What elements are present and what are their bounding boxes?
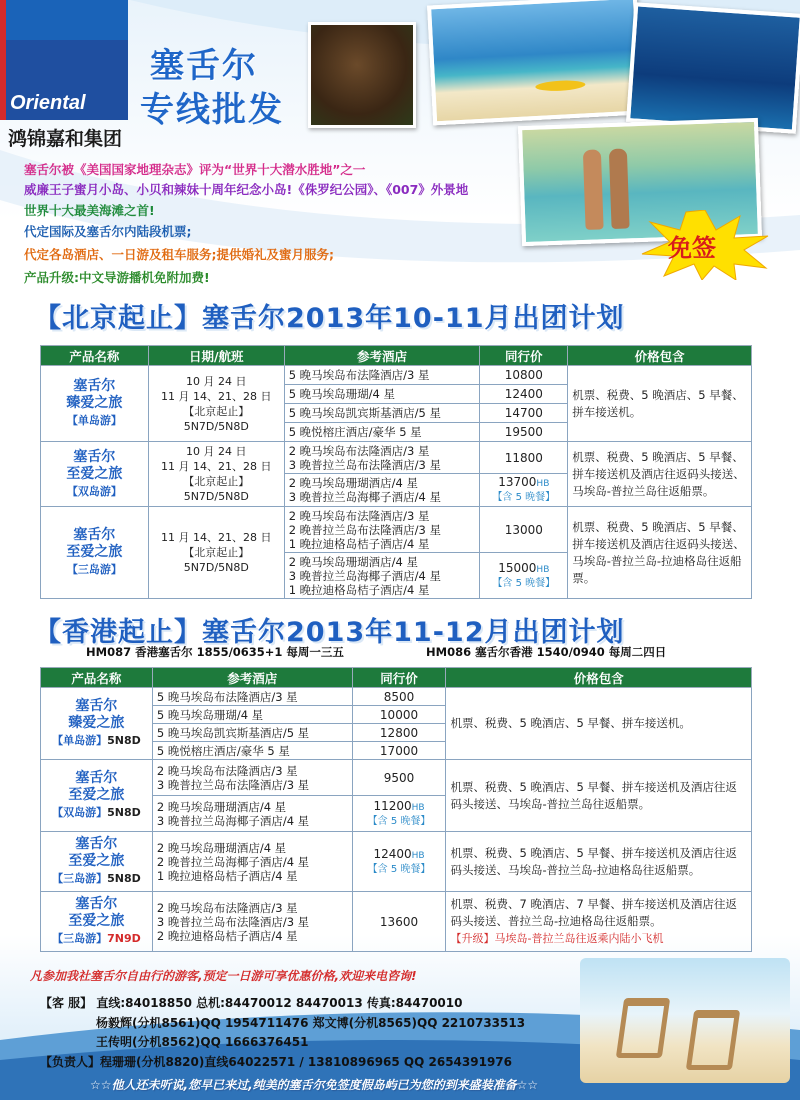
beach-kayak-photo bbox=[427, 0, 643, 125]
hotel-cell: 2 晚马埃岛布法隆酒店/3 星 3 晚普拉兰岛布法隆酒店/3 星 2 晚拉迪格岛桔子酒店/4 星 bbox=[152, 892, 352, 952]
hotel-cell: 5 晚马埃岛珊瑚/4 星 bbox=[284, 385, 480, 404]
includes-cell: 机票、税费、5 晚酒店、5 早餐、拼车接送机及酒店往返码头接送、马埃岛-普拉兰岛往返船票。 bbox=[568, 442, 752, 507]
price-cell: 12800 bbox=[352, 724, 446, 742]
intro-line: 产品升级:中文导游播机免附加费! bbox=[24, 270, 210, 285]
product-name-cell: 塞舌尔 至爱之旅 【三岛游】7N9D bbox=[41, 892, 153, 952]
hongkong-price-table bbox=[40, 667, 752, 952]
product-name-cell: 塞舌尔 臻爱之旅 【单岛游】 bbox=[41, 366, 149, 442]
intro-line: 代定各岛酒店、一日游及租车服务;提供婚礼及蜜月服务; bbox=[24, 247, 334, 262]
hotel-cell: 2 晚马埃岛布法隆酒店/3 星 3 晚普拉兰岛布法隆酒店/3 星 bbox=[152, 760, 352, 796]
includes-cell: 机票、税费、5 晚酒店、5 早餐、拼车接送机及酒店往返码头接送、马埃岛-普拉兰岛-拉迪格岛往返船票。 bbox=[446, 832, 752, 892]
price-cell: 11800 bbox=[480, 442, 568, 474]
price-cell: 9500 bbox=[352, 760, 446, 796]
intro-line: 塞舌尔被《美国国家地理杂志》评为“世界十大潜水胜地”之一 bbox=[24, 162, 366, 177]
col-header: 价格包含 bbox=[446, 668, 752, 688]
col-header: 日期/航班 bbox=[148, 346, 284, 366]
col-header: 参考酒店 bbox=[152, 668, 352, 688]
beach-chairs-photo bbox=[580, 958, 790, 1083]
col-header: 产品名称 bbox=[41, 668, 153, 688]
price-cell: 17000 bbox=[352, 742, 446, 760]
price-cell: 8500 bbox=[352, 688, 446, 706]
page-title-line1: 塞舌尔 bbox=[150, 46, 258, 86]
beijing-price-table bbox=[40, 345, 752, 599]
contact-line: 【客 服】 直线:84018850 总机:84470012 84470013 传真:84470010 bbox=[40, 996, 463, 1010]
hotel-cell: 5 晚马埃岛珊瑚/4 星 bbox=[152, 706, 352, 724]
price-cell: 10000 bbox=[352, 706, 446, 724]
coco-de-mer-photo bbox=[308, 22, 416, 128]
hotel-cell: 2 晚马埃岛珊瑚酒店/4 星 3 晚普拉兰岛海椰子酒店/4 星 bbox=[284, 474, 480, 507]
hotel-cell: 5 晚悦榕庄酒店/豪华 5 星 bbox=[152, 742, 352, 760]
intro-line: 代定国际及塞舌尔内陆段机票; bbox=[24, 224, 192, 239]
product-name-cell: 塞舌尔 至爱之旅 【三岛游】 bbox=[41, 507, 149, 599]
hotel-cell: 5 晚马埃岛凯宾斯基酒店/5 星 bbox=[284, 404, 480, 423]
intro-line: 世界十大最美海滩之首! bbox=[24, 203, 155, 218]
flight-info-outbound: HM087 香港塞舌尔 1855/0635+1 每周一三五 bbox=[86, 645, 344, 659]
hotel-cell: 5 晚悦榕庄酒店/豪华 5 星 bbox=[284, 423, 480, 442]
logo-wordmark: Oriental bbox=[10, 92, 86, 114]
hotel-cell: 5 晚马埃岛布法隆酒店/3 星 bbox=[152, 688, 352, 706]
dates-cell: 10 月 24 日 11 月 14、21、28 日 【北京起止】 5N7D/5N8D bbox=[148, 442, 284, 507]
includes-cell: 机票、税费、5 晚酒店、5 早餐、拼车接送机。 bbox=[568, 366, 752, 442]
hotel-cell: 2 晚马埃岛布法隆酒店/3 星 2 晚普拉兰岛布法隆酒店/3 星 1 晚拉迪格岛桔子酒店/4 星 bbox=[284, 507, 480, 553]
col-header: 参考酒店 bbox=[284, 346, 480, 366]
price-cell: 12400HB 【含 5 晚餐】 bbox=[352, 832, 446, 892]
product-name-cell: 塞舌尔 至爱之旅 【双岛游】 bbox=[41, 442, 149, 507]
col-header: 价格包含 bbox=[568, 346, 752, 366]
flight-info-return: HM086 塞舌尔香港 1540/0940 每周二四日 bbox=[426, 645, 667, 659]
hotel-cell: 5 晚马埃岛凯宾斯基酒店/5 星 bbox=[152, 724, 352, 742]
footer-slogan: 凡参加我社塞舌尔自由行的游客,预定一日游可享优惠价格,欢迎来电咨询! bbox=[30, 969, 417, 983]
brand-logo bbox=[0, 0, 128, 120]
price-cell: 12400 bbox=[480, 385, 568, 404]
page-title-line2: 专线批发 bbox=[140, 90, 284, 130]
hongkong-section-title: 【香港起止】塞舌尔2013年11-12月出团计划 bbox=[34, 617, 625, 648]
price-cell: 13000 bbox=[480, 507, 568, 553]
visa-free-badge: 免签 bbox=[668, 234, 716, 262]
product-name-cell: 塞舌尔 至爱之旅 【双岛游】5N8D bbox=[41, 760, 153, 832]
includes-cell: 机票、税费、5 晚酒店、5 早餐、拼车接送机及酒店往返码头接送、马埃岛-普拉兰岛-拉迪格岛往返船票。 bbox=[568, 507, 752, 599]
contact-line: 王传明(分机8562)QQ 1666376451 bbox=[96, 1035, 309, 1049]
product-name-cell: 塞舌尔 臻爱之旅 【单岛游】5N8D bbox=[41, 688, 153, 760]
closing-tagline: ☆☆他人还未听说,您早已来过,纯美的塞舌尔免签度假岛屿已为您的到来盛装准备☆☆ bbox=[90, 1078, 539, 1092]
price-cell: 11200HB 【含 5 晚餐】 bbox=[352, 796, 446, 832]
price-cell: 15000HB 【含 5 晚餐】 bbox=[480, 553, 568, 599]
includes-cell: 机票、税费、5 晚酒店、5 早餐、拼车接送机。 bbox=[446, 688, 752, 760]
price-cell: 14700 bbox=[480, 404, 568, 423]
col-header: 同行价 bbox=[480, 346, 568, 366]
hotel-cell: 5 晚马埃岛布法隆酒店/3 星 bbox=[284, 366, 480, 385]
contact-line: 杨毅辉(分机8561)QQ 1954711476 郑文博(分机8565)QQ 2210733513 bbox=[96, 1016, 526, 1030]
beijing-section-title: 【北京起止】塞舌尔2013年10-11月出团计划 bbox=[34, 303, 625, 334]
col-header: 同行价 bbox=[352, 668, 446, 688]
ocean-photo bbox=[626, 2, 800, 134]
hotel-cell: 2 晚马埃岛珊瑚酒店/4 星 2 晚普拉兰岛海椰子酒店/4 星 1 晚拉迪格岛桔子酒店/4 星 bbox=[152, 832, 352, 892]
price-cell: 13700HB 【含 5 晚餐】 bbox=[480, 474, 568, 507]
intro-line: 威廉王子蜜月小岛、小贝和辣妹十周年纪念小岛!《侏罗纪公园》、《007》外景地 bbox=[24, 182, 469, 197]
price-cell: 19500 bbox=[480, 423, 568, 442]
col-header: 产品名称 bbox=[41, 346, 149, 366]
dates-cell: 11 月 14、21、28 日 【北京起止】 5N7D/5N8D bbox=[148, 507, 284, 599]
includes-cell: 机票、税费、7 晚酒店、7 早餐、拼车接送机及酒店往返码头接送、普拉兰岛-拉迪格岛往返船票。 【升级】马埃岛-普拉兰岛往返乘内陆小飞机 bbox=[446, 892, 752, 952]
company-name: 鸿锦嘉和集团 bbox=[8, 128, 123, 150]
price-cell: 13600 bbox=[352, 892, 446, 952]
contact-line: 【负责人】程珊珊(分机8820)直线64022571 / 13810896965 QQ 2654391976 bbox=[40, 1055, 513, 1069]
price-cell: 10800 bbox=[480, 366, 568, 385]
includes-cell: 机票、税费、5 晚酒店、5 早餐、拼车接送机及酒店往返码头接送、马埃岛-普拉兰岛往返船票。 bbox=[446, 760, 752, 832]
hotel-cell: 2 晚马埃岛布法隆酒店/3 星 3 晚普拉兰岛布法隆酒店/3 星 bbox=[284, 442, 480, 474]
product-name-cell: 塞舌尔 至爱之旅 【三岛游】5N8D bbox=[41, 832, 153, 892]
hotel-cell: 2 晚马埃岛珊瑚酒店/4 星 3 晚普拉兰岛海椰子酒店/4 星 bbox=[152, 796, 352, 832]
dates-cell: 10 月 24 日 11 月 14、21、28 日 【北京起止】 5N7D/5N8D bbox=[148, 366, 284, 442]
hotel-cell: 2 晚马埃岛珊瑚酒店/4 星 3 晚普拉兰岛海椰子酒店/4 星 1 晚拉迪格岛桔子酒店/4 星 bbox=[284, 553, 480, 599]
